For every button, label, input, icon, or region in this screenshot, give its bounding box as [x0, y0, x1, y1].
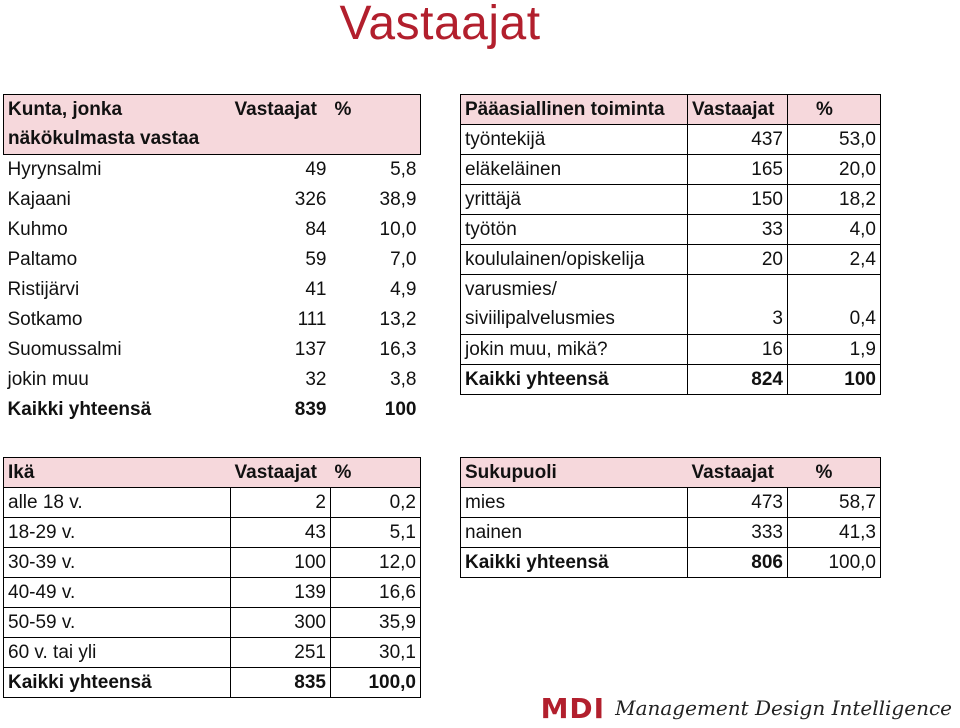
row-pct: 13,2	[379, 308, 417, 330]
row-vastaajat: 139	[231, 578, 331, 608]
table-row	[4, 578, 421, 608]
row-vastaajat: 32	[305, 368, 327, 390]
table-header-row	[4, 125, 421, 155]
table-row	[4, 608, 421, 638]
table-row	[4, 335, 421, 365]
row-pct: 7,0	[390, 248, 417, 270]
row-label: eläkeläinen	[461, 155, 688, 185]
row-label: Kuhmo	[7, 218, 68, 240]
table-row	[461, 185, 881, 215]
row-vastaajat: 333	[688, 518, 788, 548]
row-pct: 4,9	[390, 278, 417, 300]
row-pct: 58,7	[788, 488, 881, 518]
row-vastaajat: 43	[231, 518, 331, 548]
row-pct: 53,0	[788, 125, 881, 155]
table-header-row	[4, 458, 421, 488]
row-label: jokin muu	[7, 368, 89, 390]
row-label: jokin muu, mikä?	[461, 335, 688, 365]
row-pct: 1,9	[788, 335, 881, 365]
header-vastaajat: Vastaajat	[688, 458, 788, 488]
row-label: Sotkamo	[7, 308, 83, 330]
row-vastaajat: 3	[688, 305, 788, 335]
total-vastaajat: 806	[688, 548, 788, 578]
table-row	[4, 245, 421, 275]
row-label: työtön	[461, 215, 688, 245]
header-vastaajat: Vastaajat	[231, 95, 331, 125]
row-label: alle 18 v.	[4, 488, 231, 518]
row-pct: 5,8	[390, 158, 417, 180]
row-label: Kajaani	[7, 188, 71, 210]
header-toiminta: Pääasiallinen toiminta	[461, 95, 688, 125]
table-row	[4, 365, 421, 395]
logo-text: Management Design Intelligence	[615, 696, 952, 720]
page-title: Vastaajat	[339, 0, 541, 50]
row-pct: 18,2	[788, 185, 881, 215]
row-vastaajat: 49	[305, 158, 327, 180]
row-label: 18-29 v.	[4, 518, 231, 548]
total-vastaajat: 839	[294, 398, 327, 420]
row-label: Ristijärvi	[7, 278, 80, 300]
row-pct: 20,0	[788, 155, 881, 185]
kunta-table	[3, 94, 421, 425]
row-vastaajat: 100	[231, 548, 331, 578]
row-label: Paltamo	[7, 248, 78, 270]
row-vastaajat: 326	[294, 188, 327, 210]
total-label: Kaikki yhteensä	[461, 365, 688, 395]
header-ika: Ikä	[4, 458, 231, 488]
row-label: 50-59 v.	[4, 608, 231, 638]
table-header-row	[461, 95, 881, 125]
header-sukupuoli: Sukupuoli	[461, 458, 688, 488]
header-pct: %	[331, 95, 421, 125]
total-label: Kaikki yhteensä	[7, 398, 152, 420]
row-vastaajat: 437	[688, 125, 788, 155]
table-row	[4, 638, 421, 668]
total-pct: 100,0	[331, 668, 421, 698]
row-pct: 5,1	[331, 518, 421, 548]
row-pct: 4,0	[788, 215, 881, 245]
total-row	[461, 365, 881, 395]
table-row	[4, 305, 421, 335]
table-row	[461, 305, 881, 335]
row-pct: 16,6	[331, 578, 421, 608]
total-vastaajat: 835	[231, 668, 331, 698]
row-vastaajat: 59	[305, 248, 327, 270]
row-vastaajat: 2	[231, 488, 331, 518]
row-pct: 10,0	[379, 218, 417, 240]
row-pct: 2,4	[788, 245, 881, 275]
table-header-row	[461, 458, 881, 488]
total-row	[461, 548, 881, 578]
header-pct: %	[331, 458, 421, 488]
logo-mark: MDI	[540, 691, 606, 725]
table-row	[4, 215, 421, 245]
row-pct: 30,1	[331, 638, 421, 668]
table-row	[461, 155, 881, 185]
row-vastaajat: 300	[231, 608, 331, 638]
row-label: nainen	[461, 518, 688, 548]
row-vastaajat: 33	[688, 215, 788, 245]
row-vastaajat: 111	[297, 308, 327, 330]
row-label: 30-39 v.	[4, 548, 231, 578]
row-vastaajat: 20	[688, 245, 788, 275]
row-label: siviilipalvelusmies	[461, 305, 688, 335]
table-row	[461, 125, 881, 155]
row-pct: 38,9	[379, 188, 417, 210]
header-kunta-line2: näkökulmasta vastaa	[4, 125, 231, 155]
total-vastaajat: 824	[688, 365, 788, 395]
row-vastaajat: 84	[305, 218, 327, 240]
total-pct: 100	[384, 398, 417, 420]
row-pct: 3,8	[390, 368, 417, 390]
row-label: varusmies/	[461, 275, 688, 305]
row-pct: 12,0	[331, 548, 421, 578]
row-label: työntekijä	[461, 125, 688, 155]
header-vastaajat: Vastaajat	[688, 95, 788, 125]
row-vastaajat: 16	[688, 335, 788, 365]
row-label: Suomussalmi	[7, 338, 122, 360]
row-label: yrittäjä	[461, 185, 688, 215]
row-pct: 41,3	[788, 518, 881, 548]
total-label: Kaikki yhteensä	[461, 548, 688, 578]
table-row	[4, 275, 421, 305]
table-header-row	[4, 95, 421, 125]
mdi-logo	[541, 692, 952, 724]
row-vastaajat: 41	[305, 278, 327, 300]
total-row	[4, 668, 421, 698]
total-pct: 100	[788, 365, 881, 395]
table-row	[461, 245, 881, 275]
total-label: Kaikki yhteensä	[4, 668, 231, 698]
total-row	[4, 395, 421, 425]
row-pct: 0,4	[788, 305, 881, 335]
table-row	[461, 335, 881, 365]
table-row	[4, 155, 421, 185]
table-row	[461, 275, 881, 305]
row-label: 40-49 v.	[4, 578, 231, 608]
header-vastaajat: Vastaajat	[231, 458, 331, 488]
table-row	[4, 548, 421, 578]
row-vastaajat: 150	[688, 185, 788, 215]
row-pct: 0,2	[331, 488, 421, 518]
total-pct: 100,0	[788, 548, 881, 578]
row-label: 60 v. tai yli	[4, 638, 231, 668]
sukupuoli-table	[460, 457, 881, 578]
table-row	[461, 488, 881, 518]
row-pct: 35,9	[331, 608, 421, 638]
table-row	[4, 185, 421, 215]
row-label: Hyrynsalmi	[7, 158, 102, 180]
row-vastaajat: 165	[688, 155, 788, 185]
table-row	[4, 518, 421, 548]
row-vastaajat: 473	[688, 488, 788, 518]
header-kunta: Kunta, jonka	[4, 95, 231, 125]
table-row	[4, 488, 421, 518]
toiminta-table	[460, 94, 881, 395]
row-vastaajat: 137	[294, 338, 327, 360]
row-label: koululainen/opiskelija	[461, 245, 688, 275]
row-label: mies	[461, 488, 688, 518]
header-pct: %	[788, 95, 881, 125]
table-row	[461, 215, 881, 245]
row-vastaajat: 251	[231, 638, 331, 668]
ika-table	[3, 457, 421, 698]
table-row	[461, 518, 881, 548]
row-pct: 16,3	[379, 338, 417, 360]
header-pct: %	[788, 458, 881, 488]
